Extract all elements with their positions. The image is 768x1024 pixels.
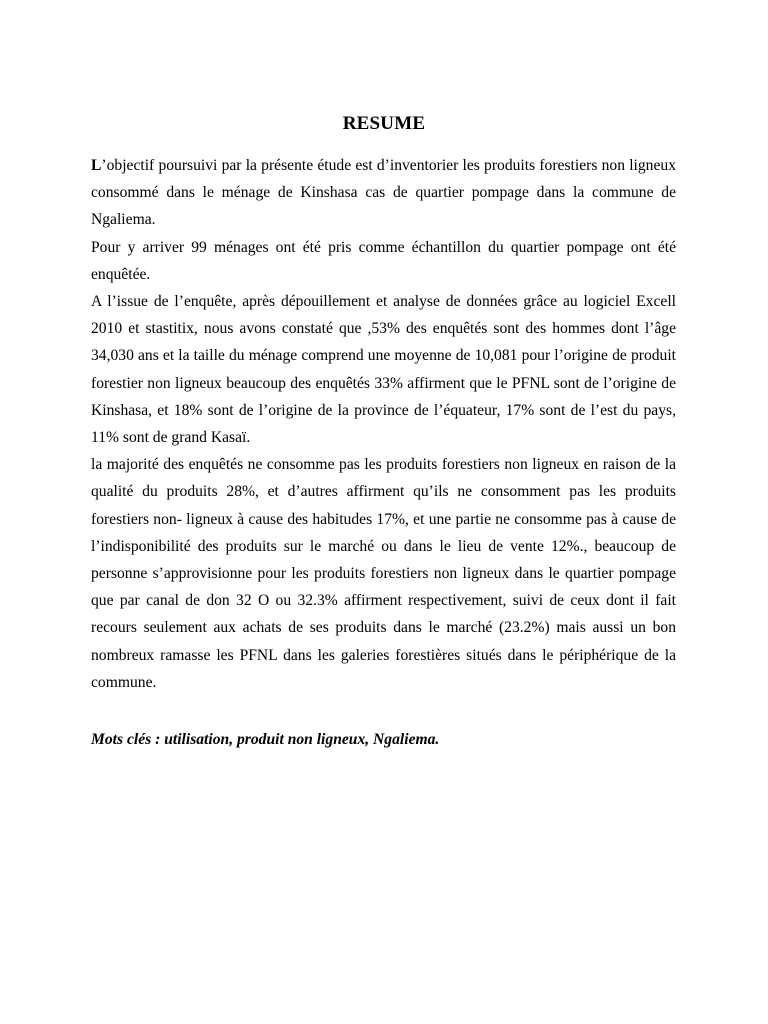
paragraph-lead-letter: L — [91, 157, 102, 174]
keywords: Mots clés : utilisation, produit non ligneux, Ngaliema. — [91, 731, 440, 748]
paragraph-objective-text: ’objectif poursuivi par la présente étude est d’inventorier les produits forestiers non ligneux consommé dans le ménage de Kinshasa cas de quartier pompage dans la commune de Ngaliema. — [91, 157, 676, 229]
abstract-body — [91, 152, 676, 696]
paragraph-sample: Pour y arriver 99 ménages ont été pris comme échantillon du quartier pompage ont été enquêtée. — [91, 238, 676, 283]
paragraph-objective — [91, 152, 676, 234]
paragraph-results: A l’issue de l’enquête, après dépouillement et analyse de données grâce au logiciel Excell 2010 et stastitix, nous avons constaté que ,53% des enquêtés sont des hommes dont l’âge 34,030 ans et la taille du ménage comprend une moyenne de 10,081 pour l’origine de produit forestier non ligneux beaucoup des enquêtés 33% affirment que le PFNL sont de l’origine de Kinshasa, et 18% sont de l’origine de la province de l’équateur, 17% sont de l’est du pays, 11% sont de grand Kasaï. — [91, 293, 676, 447]
paragraph-consumption: la majorité des enquêtés ne consomme pas les produits forestiers non ligneux en raison de la qualité du produits 28%, et d’autres affirment qu’ils ne consomment pas les produits forestiers non- ligneux à cause des habitudes 17%, et une partie ne consomme pas à cause de l’indisponibilité des produits sur le marché ou dans le lieu de vente 12%., beaucoup de personne s’approvisionne pour les produits forestiers non ligneux dans le quartier pompage que par canal de don 32 O ou 32.3% affirment respectivement, suivi de ceux dont il fait recours seulement aux achats de ses produits dans le marché (23.2%) mais aussi un bon nombreux ramasse les PFNL dans les galeries forestières situés dans le périphérique de la commune. — [91, 456, 676, 691]
page-title: RESUME — [342, 113, 426, 134]
